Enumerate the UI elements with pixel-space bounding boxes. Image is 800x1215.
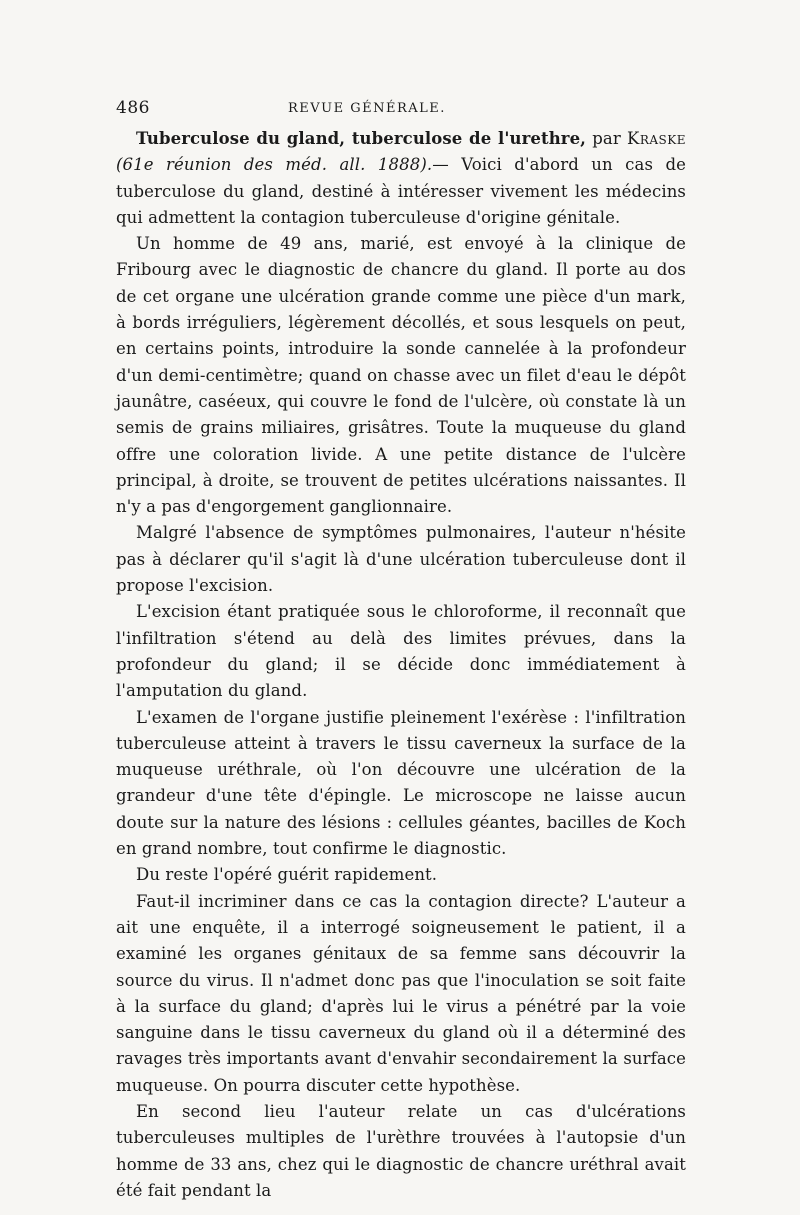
page-number: 486 xyxy=(116,98,150,118)
paragraph-5: Du reste l'opéré guérit rapidement. xyxy=(136,865,438,885)
paragraph-4: L'examen de l'organe justifie pleinement l'exérèse : l'infiltration tuberculeuse atteint à travers le tissu caverneux la surface de la muqueuse uréthrale, où l'on découvre une ulcération de la grandeur d'une tête d'épingle. Le microscope ne laisse aucun doute sur la nature des lésions : cellules géantes, bacilles de Koch en grand nombre, tout confirme le diagnostic. xyxy=(116,707,686,859)
page-header xyxy=(116,98,686,124)
article-title: Tuberculose du gland, tuberculose de l'urethre, xyxy=(136,129,587,148)
running-title: REVUE GÉNÉRALE. xyxy=(288,101,446,116)
article-by: par xyxy=(592,129,621,148)
article-lead-paragraph xyxy=(116,126,686,231)
article-author: Kraske xyxy=(627,129,686,148)
article-intro: — Voici d'abord un cas de tuberculose du gland, destiné à intéresser vivement les médecins qui admettent la contagion tuberculeuse d'origine génitale. xyxy=(116,155,686,227)
paragraph-6: Faut-il incriminer dans ce cas la contagion directe? L'auteur a ait une enquête, il a interrogé soigneusement le patient, il a examiné les organes génitaux de sa femme sans découvrir la source du virus. Il n'admet donc pas que l'inoculation se soit faite à la surface du gland; d'après lui le virus a pénétré par la voie sanguine dans le tissu caverneux du gland où il a déterminé des ravages très importants avant d'envahir secondairement la surface muqueuse. On pourra discuter cette hypothèse. xyxy=(116,891,686,1095)
article-body xyxy=(116,126,686,1204)
article-source: (61e réunion des méd. all. 1888). xyxy=(116,155,433,175)
paragraph-3: L'excision étant pratiquée sous le chloroforme, il reconnaît que l'infiltration s'étend au delà des limites prévues, dans la profondeur du gland; il se décide donc immédiatement à l'amputation du gland. xyxy=(116,602,686,701)
paragraph-1: Un homme de 49 ans, marié, est envoyé à la clinique de Fribourg avec le diagnostic de chancre du gland. Il porte au dos de cet organe une ulcération grande comme une pièce d'un mark, à bords irréguliers, légèrement décollés, et sous lesquels on peut, en certains points, introduire la sonde cannelée à la profondeur d'un demi-centimètre; quand on chasse avec un filet d'eau le dépôt jaunâtre, caséeux, qui couvre le fond de l'ulcère, où constate là un semis de grains miliaires, grisâtres. Toute la muqueuse du gland offre une coloration livide. A une petite distance de l'ulcère principal, à droite, se trouvent de petites ulcérations naissantes. Il n'y a pas d'engorgement ganglionnaire. xyxy=(116,234,686,517)
paragraph-7: En second lieu l'auteur relate un cas d'ulcérations tuberculeuses multiples de l'urèthre trouvées à l'autopsie d'un homme de 33 ans, chez qui le diagnostic de chancre uréthral avait été fait pendant la xyxy=(116,1101,686,1200)
paragraph-2: Malgré l'absence de symptômes pulmonaires, l'auteur n'hésite pas à déclarer qu'il s'agit là d'une ulcération tuberculeuse dont il propose l'excision. xyxy=(116,523,686,596)
